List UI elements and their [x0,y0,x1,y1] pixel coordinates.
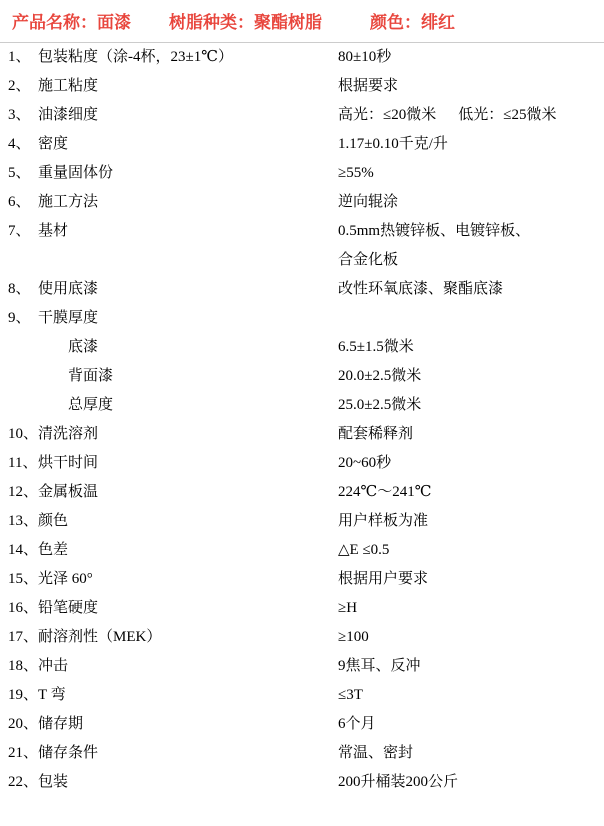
spec-number: 3、 [8,107,31,123]
spec-number: 6、 [8,194,31,210]
spec-label-text: 光泽 60° [38,571,93,587]
spec-label [8,340,338,355]
spec-row [0,688,604,717]
spec-value [338,369,604,384]
spec-label [8,601,338,616]
spec-value [338,456,604,471]
spec-row [0,659,604,688]
spec-number: 8、 [8,281,31,297]
spec-value-primary: ≥55% [338,165,374,181]
spec-label-text: 铅笔硬度 [38,600,99,616]
spec-value-primary: 20.0±2.5微米 [338,368,422,384]
spec-value [338,50,604,65]
spec-value [338,601,604,616]
spec-value-primary: 20~60秒 [338,455,392,471]
spec-value [338,340,604,355]
spec-label [8,456,338,471]
spec-value [338,630,604,645]
spec-row [0,717,604,746]
spec-value [338,427,604,442]
spec-row [0,369,604,398]
spec-list [0,43,604,804]
spec-label [8,427,338,442]
spec-number: 5、 [8,165,31,181]
spec-label [8,572,338,587]
spec-label-text: 烘干时间 [38,455,99,471]
spec-label [8,398,338,413]
spec-row [0,601,604,630]
spec-row [0,253,604,282]
spec-value [338,485,604,500]
spec-row [0,282,604,311]
spec-label-text: 施工粘度 [38,78,99,94]
spec-number: 18、 [8,658,39,674]
spec-row [0,746,604,775]
spec-label-text: 使用底漆 [38,281,99,297]
spec-label-text: 冲击 [38,658,69,674]
spec-label-text: 底漆 [68,339,99,355]
spec-label [8,282,338,297]
spec-number: 21、 [8,745,39,761]
spec-number: 19、 [8,687,39,703]
spec-label [8,775,338,790]
spec-value-primary: 高光：≤20微米 [338,107,437,123]
spec-label-text: 颜色 [38,513,69,529]
spec-value-primary: 9焦耳、反冲 [338,658,421,674]
spec-value [338,746,604,761]
spec-value-primary: 80±10秒 [338,49,392,65]
spec-value-primary: 用户样板为准 [338,513,429,529]
spec-label [8,79,338,94]
spec-value [338,514,604,529]
spec-value [338,253,604,268]
product-name-field [12,8,131,33]
spec-row [0,630,604,659]
spec-number: 15、 [8,571,39,587]
product-name-label: 产品名称： [12,13,97,32]
spec-label [8,688,338,703]
spec-row [0,137,604,166]
spec-label [8,311,338,326]
color-label: 颜色： [370,13,421,32]
spec-label-text: 施工方法 [38,194,99,210]
spec-label [8,137,338,152]
spec-row [0,485,604,514]
spec-number: 4、 [8,136,31,152]
spec-row [0,224,604,253]
spec-label [8,717,338,732]
spec-row [0,398,604,427]
spec-label [8,253,338,268]
spec-value [338,195,604,210]
spec-value-primary: ≥H [338,600,358,616]
spec-row [0,572,604,601]
spec-row [0,427,604,456]
spec-value-primary: 0.5mm热镀锌板、电镀锌板、 [338,223,531,239]
spec-number: 9、 [8,310,31,326]
spec-label-text: 耐溶剂性（MEK） [38,629,162,645]
spec-value-primary: 1.17±0.10千克/升 [338,136,448,152]
spec-label-text: 密度 [38,136,69,152]
spec-row [0,50,604,79]
spec-row [0,340,604,369]
spec-label-text: 包装 [38,774,69,790]
spec-label [8,195,338,210]
resin-type-label: 树脂种类： [169,13,254,32]
spec-value-primary: ≤3T [338,687,363,703]
spec-value-primary: △E ≤0.5 [338,542,390,558]
spec-number: 1、 [8,49,31,65]
spec-label-text: 储存期 [38,716,84,732]
product-name-value: 面漆 [97,13,131,32]
spec-value-primary: 常温、密封 [338,745,414,761]
spec-value [338,775,604,790]
spec-label-text: 储存条件 [38,745,99,761]
spec-value-secondary: 低光：≤25微米 [458,107,557,123]
spec-value-primary: 6.5±1.5微米 [338,339,414,355]
spec-row [0,775,604,804]
spec-label [8,485,338,500]
color-field [370,8,455,33]
spec-row [0,108,604,137]
spec-label-text: 包装粘度（涂-4杯，23±1℃） [38,49,234,65]
spec-label [8,659,338,674]
color-value: 绯红 [421,13,455,32]
spec-value [338,398,604,413]
spec-label-text: 清洗溶剂 [38,426,99,442]
spec-row [0,514,604,543]
spec-row [0,79,604,108]
spec-number: 13、 [8,513,39,529]
spec-value-primary: 逆向辊涂 [338,194,399,210]
spec-label-text: 重量固体份 [38,165,114,181]
spec-value [338,572,604,587]
spec-number: 14、 [8,542,39,558]
spec-label [8,746,338,761]
spec-number: 7、 [8,223,31,239]
spec-number: 11、 [8,455,38,471]
resin-type-value: 聚酯树脂 [254,13,322,32]
spec-number: 22、 [8,774,39,790]
resin-type-field [169,8,322,33]
spec-label-text: T 弯 [38,687,66,703]
spec-label-text: 金属板温 [38,484,99,500]
spec-value-primary: 25.0±2.5微米 [338,397,422,413]
spec-value [338,224,604,239]
spec-row [0,456,604,485]
spec-label [8,108,338,123]
spec-value [338,688,604,703]
spec-label [8,166,338,181]
spec-value-primary: 合金化板 [338,252,399,268]
spec-row [0,166,604,195]
spec-value-primary: 配套稀释剂 [338,426,414,442]
spec-row [0,195,604,224]
spec-number: 20、 [8,716,39,732]
spec-value [338,717,604,732]
spec-label-text: 基材 [38,223,69,239]
spec-row [0,311,604,340]
spec-row [0,543,604,572]
document-header [0,0,604,33]
spec-number: 16、 [8,600,39,616]
spec-label-text: 总厚度 [68,397,114,413]
spec-value-primary: 224℃～241℃ [338,484,432,500]
spec-value [338,108,604,123]
spec-number: 2、 [8,78,31,94]
spec-label [8,224,338,239]
spec-number: 10、 [8,426,39,442]
spec-value-primary: ≥100 [338,629,369,645]
spec-value [338,79,604,94]
spec-value-primary: 根据用户要求 [338,571,429,587]
spec-label [8,514,338,529]
spec-label [8,630,338,645]
spec-value [338,282,604,297]
spec-label-text: 油漆细度 [38,107,99,123]
spec-label-text: 干膜厚度 [38,310,99,326]
spec-label [8,543,338,558]
spec-value [338,659,604,674]
spec-label [8,369,338,384]
spec-value-primary: 改性环氧底漆、聚酯底漆 [338,281,504,297]
spec-label-text: 背面漆 [68,368,114,384]
spec-value [338,137,604,152]
spec-value [338,543,604,558]
spec-label [8,50,338,65]
spec-label-text: 色差 [38,542,69,558]
spec-value [338,166,604,181]
spec-value-primary: 6个月 [338,716,376,732]
spec-value-primary: 200升桶装200公斤 [338,774,459,790]
spec-number: 12、 [8,484,39,500]
spec-number: 17、 [8,629,39,645]
spec-value-primary: 根据要求 [338,78,399,94]
